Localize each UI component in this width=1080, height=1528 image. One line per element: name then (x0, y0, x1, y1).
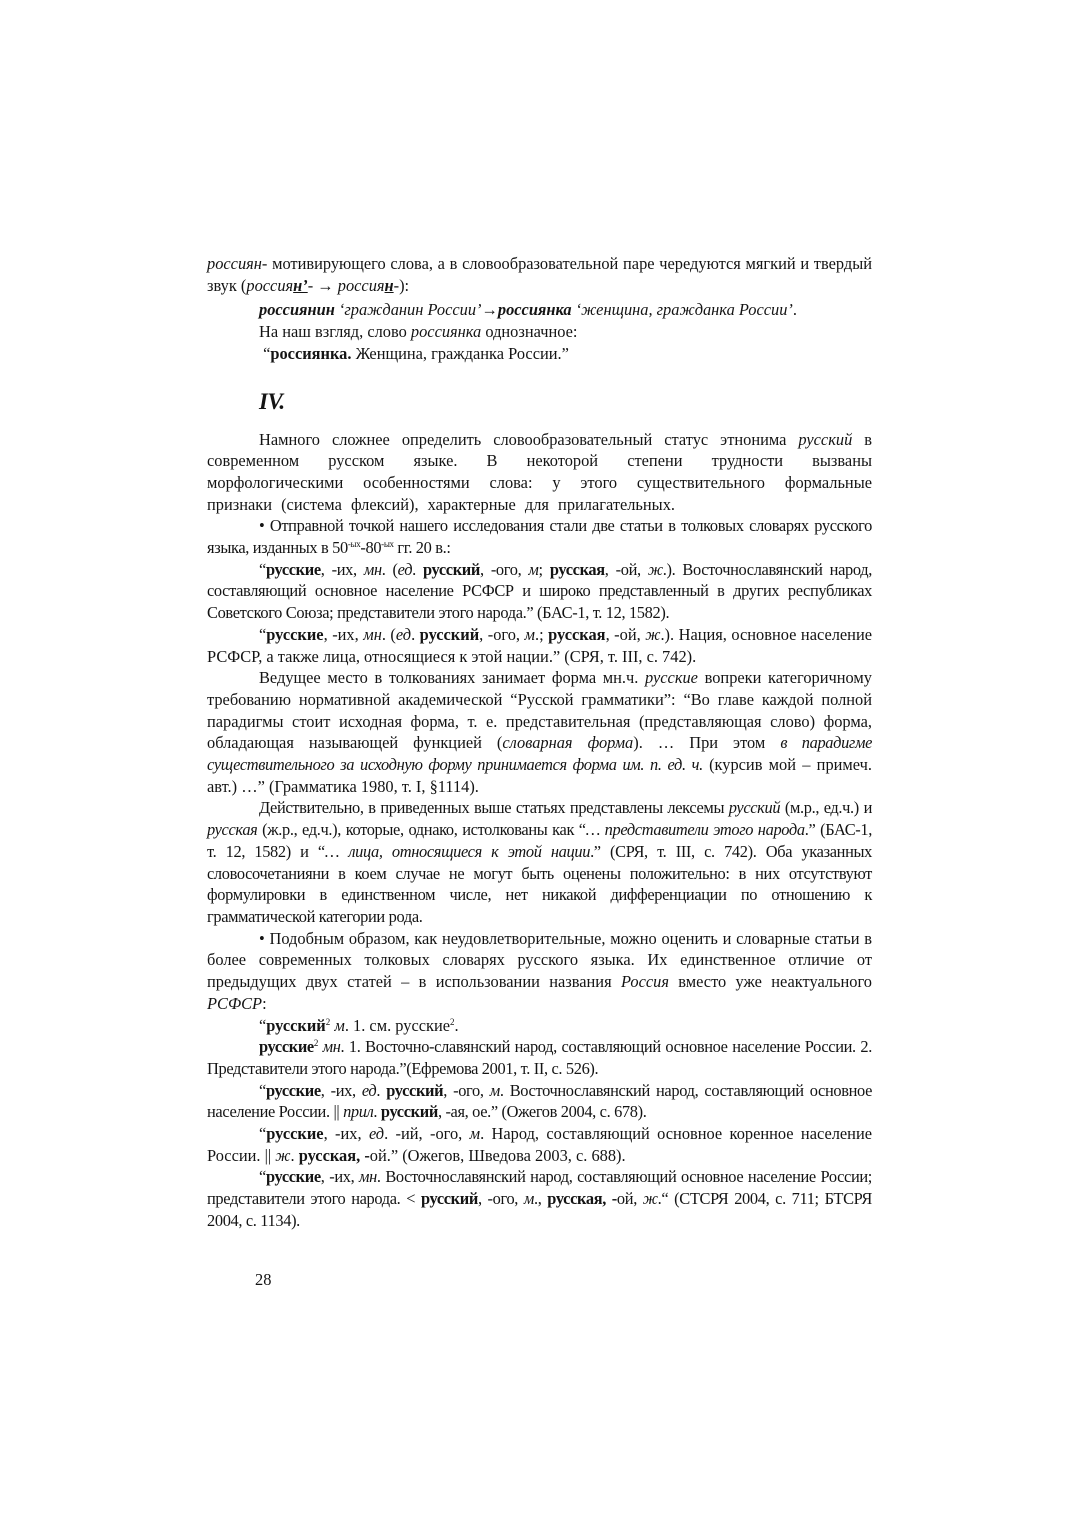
paragraph-3: Ведущее место в толкованиях занимает форма мн.ч. русские вопреки категоричному требованию нормативной академической “Русской грамматики”: “Во главе каждой полной парадигмы стоит исходная форма, т. е. представительная (представляющая слово) форма, обладающая называющей функцией (словарная форма). … При этом в парадигме существительного за исходную форму принимается форма им. п. ед. ч. (курсив мой – примеч. авт.) …” (Грамматика 1980, т. I, §1114). (207, 668, 873, 796)
intro-paragraph: россиян- мотивирующего слова, а в словообразовательной паре чередуются мягкий и твердый звук (россиян’- → россиян-): (207, 254, 872, 295)
derivation-pair: россиянин ‘гражданин России’→россиянка ‘женщина, гражданка России’. (259, 300, 797, 320)
dictionary-quote-efremova-1: “русский$^2$ м. 1. см. русские$^2$. (259, 1015, 459, 1035)
page-number: 28 (255, 1270, 272, 1289)
section-heading: IV. (259, 388, 285, 414)
definition-quote: “россиянка. Женщина, гражданка России.” (259, 343, 569, 363)
dictionary-quote-ozhegov: “русские, -их, ед. русский, -ого, м. Восточнославянский народ, составляющий основное население России. || прил. русский, -ая, ое.” (Ожегов 2004, с. 678). (207, 1080, 872, 1122)
dictionary-quote-ozhegov-shvedova: “русские, -их, ед. -ий, -ого, м. Народ, составляющий основное коренное население России. || ж. русская, -ой.” (Ожегов, Шведова 2003, с. 688). (207, 1124, 872, 1165)
opinion-line: На наш взгляд, слово россиянка однозначное: (259, 322, 578, 342)
paragraph-1: Намного сложнее определить словообразовательный статус этнонима русский в современном русском языке. В некоторой степени трудности вызваны морфологическими особенностями слова: у этого существительного формальные признаки (система флексий), характерные для прилагательных. (207, 429, 873, 514)
dictionary-quote-stsrya: “русские, -их, мн. Восточнославянский народ, составляющий основное население России; представители этого народа. < русский, -ого, м., русская, -ой, ж.“ (СТСРЯ 2004, с. 711; БТСРЯ 2004, с. 1134). (207, 1167, 873, 1230)
dictionary-quote-sra: “русские, -их, мн. (ед. русский, -ого, м.; русская, -ой, ж.). Нация, основное население РСФСР, а также лица, относящиеся к этой нации.” (СРЯ, т. III, с. 742). (207, 624, 873, 666)
term: россиян- (207, 254, 268, 273)
dictionary-quote-efremova-2: русские$^2$ мн. 1. Восточно-славянский народ, составляющий основное население России. 2. Представители этого народа.”(Ефремова 2001, т. II, с. 526). (207, 1037, 872, 1078)
paragraph-5: • Подобным образом, как неудовлетворительные, можно оценить и словарные статьи в более современных толковых словарях русского языка. Их единственное отличие от предыдущих двух статей – в использовании названия Россия вместо уже неактуального РСФСР: (207, 928, 872, 1013)
paragraph-2: • Отправной точкой нашего исследования стали две статьи в толковых словарях русского языка, изданных в $50^{-ых}-80^{-ых}$ гг. 20 в.: (207, 516, 872, 558)
dictionary-quote-bas: “русские, -их, мн. (ед. русский, -ого, м; русская, -ой, ж.). Восточнославянский народ, составляющий основное население РСФСР и широко представленный в других республиках Советского Союза; представители этого народа.” (БАС-1, т. 12, 1582). (207, 559, 872, 623)
paragraph-4: Действительно, в приведенных выше статьях представлены лексемы русский (м.р., ед.ч.) и русская (ж.р., ед.ч.), которые, однако, истолкованы как “… представители этого народа.” (БАС-1, т. 12, 1582) и “… лица, относящиеся к этой нации.” (СРЯ, т. III, с. 742). Оба указанных словосочетанияни в коем случае не могут быть оценены положительно: в них отсутствуют формулировки в единственном числе, нет никакой дифференциации по отношению к грамматической категории рода. (207, 798, 872, 926)
page-body (207, 253, 872, 1232)
